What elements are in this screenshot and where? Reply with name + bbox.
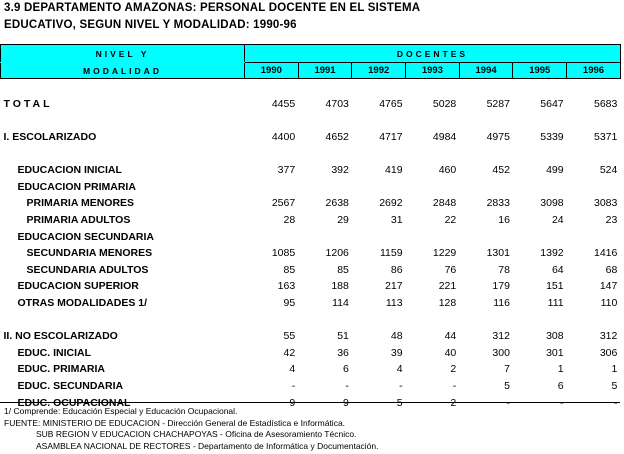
spacer-row [1, 311, 621, 328]
row-label: EDUC. SECUNDARIA [17, 379, 124, 392]
value-cell: 4975 [486, 131, 510, 144]
row-label: SECUNDARIA ADULTOS [26, 263, 149, 276]
row-label: I. ESCOLARIZADO [3, 131, 97, 144]
spacer-row [1, 79, 621, 96]
row-label: II. NO ESCOLARIZADO [3, 330, 118, 343]
value-cell: 31 [390, 214, 403, 227]
value-cell: 2 [450, 363, 457, 376]
table-row [1, 179, 621, 196]
value-cell: - [399, 379, 403, 392]
year-header: 1992 [352, 63, 406, 79]
value-cell: 4652 [325, 131, 349, 144]
value-cell: 1 [557, 363, 564, 376]
value-cell: 16 [498, 214, 510, 227]
value-cell: - [506, 396, 510, 409]
value-cell: 6 [343, 363, 349, 376]
value-cell: 452 [492, 164, 510, 177]
value-cell: 51 [337, 330, 349, 343]
value-cell: 179 [492, 280, 510, 293]
footnote-1: 1/ Comprende: Educación Especial y Educación Ocupacional. [4, 406, 238, 416]
year-header: 1995 [513, 63, 567, 79]
value-cell: 111 [547, 297, 564, 310]
value-cell: 377 [277, 164, 296, 177]
value-cell: 5 [504, 379, 510, 392]
value-cell: 312 [599, 330, 618, 343]
header-label-nivel: NIVEL Y [1, 45, 245, 63]
value-cell: 128 [438, 297, 457, 310]
value-cell: 188 [331, 280, 349, 293]
value-cell: 55 [283, 330, 296, 343]
row-label: EDUC. OCUPACIONAL [17, 396, 131, 409]
value-cell [406, 228, 460, 245]
table-title-line2: EDUCATIVO, SEGUN NIVEL Y MODALIDAD: 1990-96 [4, 19, 297, 31]
value-cell: 95 [283, 297, 296, 310]
value-cell: 163 [277, 280, 296, 293]
value-cell: 1206 [325, 247, 349, 260]
value-cell [352, 179, 406, 196]
value-cell: 76 [444, 263, 457, 276]
value-cell: 221 [438, 280, 457, 293]
source-note-3: ASAMBLEA NACIONAL DE RECTORES - Departamento de Informática y Documentación. [36, 440, 379, 451]
value-cell: 4765 [379, 97, 403, 110]
value-cell: 5371 [594, 131, 618, 144]
value-cell: 3098 [540, 197, 564, 210]
row-label: EDUCACION SECUNDARIA [17, 230, 155, 243]
value-cell: 1301 [486, 247, 510, 260]
value-cell [245, 179, 299, 196]
year-header: 1994 [459, 63, 513, 79]
value-cell: 2567 [271, 197, 296, 210]
value-cell: 1159 [379, 247, 403, 260]
year-header: 1990 [245, 63, 299, 79]
row-label: EDUC. INICIAL [17, 346, 91, 359]
value-cell: 4 [289, 363, 296, 376]
value-cell: 48 [390, 330, 403, 343]
table-row [1, 262, 621, 279]
footer-divider [0, 402, 620, 403]
table-row [1, 129, 621, 146]
value-cell: 1085 [271, 247, 296, 260]
value-cell: 39 [390, 346, 403, 359]
table-row [1, 295, 621, 312]
value-cell: 68 [605, 263, 618, 276]
value-cell: 110 [600, 297, 618, 310]
table-row [1, 162, 621, 179]
value-cell [298, 228, 352, 245]
header-group-docentes: DOCENTES [245, 45, 621, 63]
value-cell: 2692 [379, 197, 403, 210]
year-header: 1996 [567, 63, 621, 79]
row-label: EDUCACION PRIMARIA [17, 180, 136, 193]
value-cell [567, 228, 621, 245]
value-cell: 42 [283, 346, 296, 359]
value-cell: 24 [551, 214, 564, 227]
value-cell: 1229 [432, 247, 457, 260]
value-cell: 2 [450, 396, 457, 409]
value-cell: 5683 [594, 97, 618, 110]
value-cell: 4717 [379, 131, 403, 144]
table-row [1, 345, 621, 362]
value-cell: 151 [546, 280, 564, 293]
value-cell: 1392 [540, 247, 564, 260]
row-label: EDUC. PRIMARIA [17, 363, 106, 376]
value-cell: 64 [551, 263, 564, 276]
value-cell: 3083 [594, 197, 618, 210]
value-cell [513, 179, 567, 196]
value-cell: 44 [444, 330, 457, 343]
value-cell: 4400 [271, 131, 296, 144]
year-header: 1993 [406, 63, 460, 79]
value-cell: 147 [599, 280, 618, 293]
source-note: FUENTE: MINISTERIO DE EDUCACION - Dirección General de Estadística e Informática. [4, 417, 346, 428]
spacer-row [1, 145, 621, 162]
value-cell: 4703 [325, 97, 349, 110]
spacer-row [1, 112, 621, 129]
value-cell: 86 [390, 263, 403, 276]
value-cell: 5647 [540, 97, 564, 110]
table-row [1, 195, 621, 212]
value-cell: 2848 [432, 197, 457, 210]
value-cell: 9 [343, 396, 349, 409]
row-label: TOTAL [3, 97, 53, 110]
table-row [1, 212, 621, 229]
value-cell [513, 228, 567, 245]
table-row [1, 278, 621, 295]
table-row [1, 361, 621, 378]
table-title-line1: 3.9 DEPARTAMENTO AMAZONAS: PERSONAL DOCENTE EN EL SISTEMA [4, 2, 421, 14]
value-cell: 4455 [271, 97, 296, 110]
value-cell: 5028 [432, 97, 457, 110]
value-cell: - [560, 396, 564, 409]
value-cell: 2833 [486, 197, 510, 210]
value-cell: 306 [599, 346, 618, 359]
value-cell: - [452, 379, 457, 392]
value-cell: 217 [385, 280, 403, 293]
table-row [1, 328, 621, 345]
table-row [1, 96, 621, 113]
table-row [1, 378, 621, 395]
value-cell: 36 [337, 346, 349, 359]
value-cell [298, 179, 352, 196]
table-row [1, 245, 621, 262]
value-cell: - [613, 396, 618, 409]
value-cell: 312 [492, 330, 510, 343]
value-cell: 85 [283, 263, 296, 276]
value-cell: 23 [605, 214, 618, 227]
value-cell: 78 [498, 263, 510, 276]
value-cell [459, 228, 513, 245]
value-cell: 300 [492, 346, 510, 359]
value-cell: 114 [332, 297, 349, 310]
value-cell: 308 [546, 330, 564, 343]
docentes-table [0, 44, 621, 411]
value-cell: 6 [557, 379, 564, 392]
value-cell: 499 [546, 164, 564, 177]
value-cell: 419 [385, 164, 403, 177]
year-header: 1991 [298, 63, 352, 79]
table-row [1, 228, 621, 245]
value-cell [567, 179, 621, 196]
value-cell: 22 [444, 214, 457, 227]
value-cell: 392 [331, 164, 349, 177]
value-cell [459, 179, 513, 196]
header-label-modalidad: MODALIDAD [1, 63, 245, 79]
value-cell: 9 [289, 396, 296, 409]
value-cell: 1416 [594, 247, 618, 260]
value-cell: 5 [396, 396, 403, 409]
row-label: PRIMARIA MENORES [26, 197, 135, 210]
source-note-2: SUB REGION V EDUCACION CHACHAPOYAS - Oficina de Asesoramiento Técnico. [36, 429, 357, 439]
value-cell: 4 [396, 363, 403, 376]
value-cell: 4984 [432, 131, 457, 144]
value-cell: 5287 [486, 97, 510, 110]
footnotes [4, 406, 379, 452]
value-cell [352, 228, 406, 245]
value-cell: 5339 [540, 131, 564, 144]
value-cell: 2638 [325, 197, 349, 210]
value-cell: - [345, 379, 349, 392]
row-label: OTRAS MODALIDADES 1/ [17, 297, 148, 310]
value-cell: 7 [504, 363, 510, 376]
value-cell: 524 [599, 164, 618, 177]
value-cell: 5 [611, 379, 618, 392]
row-label: EDUCACION INICIAL [17, 164, 122, 177]
value-cell [406, 179, 460, 196]
value-cell: 460 [438, 164, 457, 177]
row-label: EDUCACION SUPERIOR [17, 280, 139, 293]
value-cell: 29 [337, 214, 349, 227]
value-cell: 301 [546, 346, 564, 359]
value-cell: 28 [283, 214, 296, 227]
value-cell: 116 [493, 297, 510, 310]
value-cell: 113 [385, 297, 403, 310]
value-cell: 1 [611, 363, 618, 376]
row-label: PRIMARIA ADULTOS [26, 214, 131, 227]
value-cell: - [291, 379, 296, 392]
value-cell: 85 [337, 263, 349, 276]
row-label: SECUNDARIA MENORES [26, 247, 153, 260]
value-cell: 40 [444, 346, 457, 359]
value-cell [245, 228, 299, 245]
